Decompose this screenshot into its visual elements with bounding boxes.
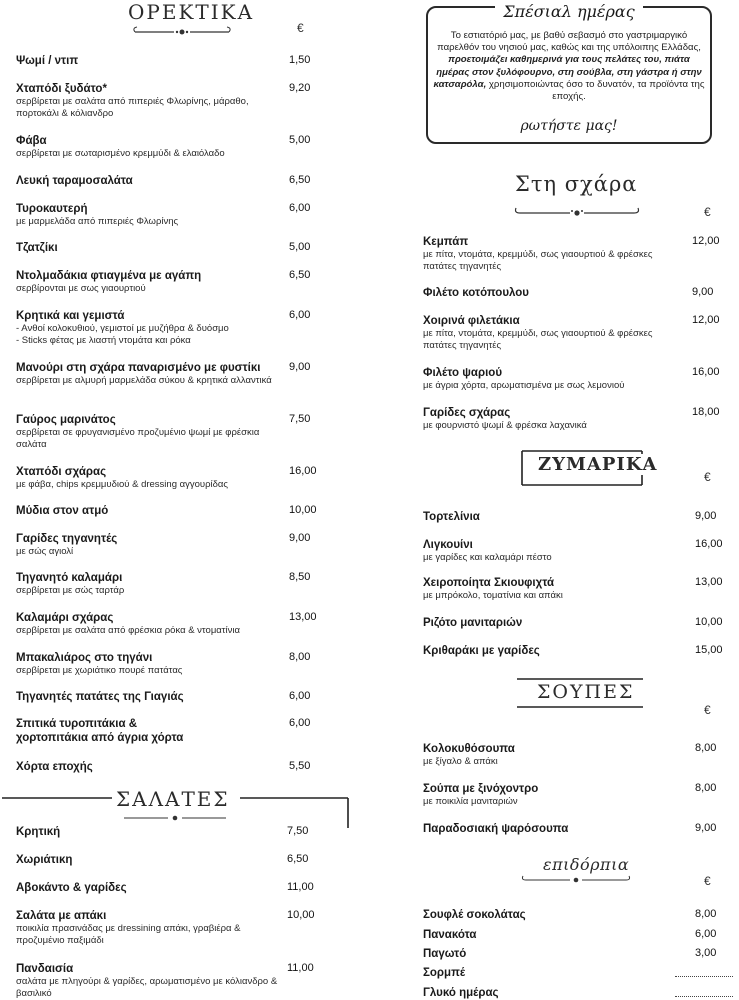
menu-item-name: Κεμπάπ [423,236,469,248]
menu-item-price: 5,00 [289,241,311,253]
menu-item [16,241,278,255]
menu-item [16,532,278,558]
menu-item-description: με άγρια χόρτα, αρωματισμένα με σως λεμονιού [423,380,625,391]
menu-item-price: 9,20 [289,82,311,94]
menu-item-description: σερβίρεται με σαλάτα από πιπεριές Φλωρίνης, μάραθο, πορτοκάλι & κόλιανδρο [16,96,249,119]
menu-item-name: Σούπα με ξινόχοντρο [423,783,539,795]
menu-item-price: 9,00 [695,822,717,834]
menu-item-name: Γαρίδες τηγανητές [16,533,118,545]
menu-item [423,235,685,273]
menu-item [16,82,278,120]
pasta-currency: € [704,470,711,484]
menu-item-description: σερβίρεται με χωριάτικο πουρέ πατάτας [16,665,183,676]
menu-item-description: σαλάτα με πληγούρι & γαρίδες, αρωματισμένο με κόλιανδρο & βασιλικό [16,976,278,999]
menu-item-description: με φουρνιστό ψωμί & φρέσκα λαχανικά [423,420,587,431]
menu-item [16,504,278,518]
menu-item [423,406,685,432]
menu-item [16,361,278,387]
menu-item [16,651,278,677]
menu-item-name: Ριζότο μανιταριών [423,617,523,629]
menu-item-name: Γλυκό ημέρας [423,987,499,999]
menu-item [423,366,685,392]
menu-item-name: Κρητική [16,826,61,838]
menu-item-name: Μπακαλιάρος στο τηγάνι [16,652,153,664]
menu-item-description: - Ανθοί κολοκυθιού, γεμιστοί με μυζήθρα & δυόσμο - Sticks φέτας με λιαστή ντομάτα και ρόκα [16,323,229,346]
menu-item [16,909,278,947]
menu-item-price: 16,00 [289,465,317,477]
menu-item-price: 7,50 [287,825,309,837]
menu-item-description: σερβίρεται με σαλάτα από φρέσκια ρόκα & ντοματίνια [16,625,241,636]
desserts-currency: € [704,874,711,888]
menu-item-name: Χόρτα εποχής [16,761,93,773]
menu-item-price: 9,00 [692,286,714,298]
menu-item-price: 8,00 [695,742,717,754]
menu-item-description: με γαρίδες και καλαμάρι πέστο [423,552,552,563]
menu-item [423,782,685,808]
menu-item-description: σερβίρεται με αλμυρή μαρμελάδα σύκου & κρητικά αλλαντικά [16,375,272,386]
menu-item-name: Σπιτικά τυροπιτάκια & χορτοπιτάκια από άγρια χόρτα [16,718,184,744]
menu-item-price: 16,00 [692,366,720,378]
menu-item-name: Μύδια στον ατμό [16,505,109,517]
menu-item-name: Παραδοσιακή ψαρόσουπα [423,823,569,835]
menu-item-price: 8,00 [289,651,311,663]
orektika-title: ΟΡΕΚΤΙΚΑ [128,0,255,24]
menu-item-description: με ποικιλία μανιταριών [423,796,518,807]
salates-title: ΣΑΛΑΤΕΣ [116,787,230,811]
menu-item-description: με πίτα, ντομάτα, κρεμμύδι, σως γιαουρτιού & φρέσκες πατάτες τηγανητές [423,328,653,351]
menu-item-name: Τηγανητές πατάτες της Γιαγιάς [16,691,184,703]
menu-item [16,202,278,228]
menu-item-description: σερβίρονται με σως γιαουρτιού [16,283,146,294]
menu-item-description: σερβίρεται με σωταρισμένο κρεμμύδι & ελαιόλαδο [16,148,225,159]
menu-item-price: 9,00 [289,361,311,373]
menu-item [16,760,278,774]
menu-item-price: 18,00 [692,406,720,418]
menu-item [16,413,278,451]
menu-item [423,616,685,630]
menu-item-price: 16,00 [695,538,723,550]
menu-item [423,510,685,524]
special-title: Σπέσιαλ ημέρας [426,2,712,21]
menu-item [423,986,685,1000]
menu-item-name: Φάβα [16,135,47,147]
menu-item-name: Πανδαισία [16,963,74,975]
soups-title: ΣΟΥΠΕΣ [537,681,635,703]
salates-ornament-icon [120,812,230,824]
menu-item-name: Σορμπέ [423,967,466,979]
menu-item-price: 11,00 [287,881,314,893]
menu-item [423,822,685,836]
menu-item [423,908,685,922]
menu-item-price: 13,00 [289,611,317,623]
menu-item-price: 7,50 [289,413,311,425]
menu-item-name: Τυροκαυτερή [16,203,88,215]
menu-item [423,576,685,602]
menu-item-name: Παγωτό [423,948,467,960]
menu-item [16,269,278,295]
menu-item-name: Σαλάτα με απάκι [16,910,107,922]
menu-item-price: 5,50 [289,760,311,772]
menu-item [423,928,685,942]
menu-item-description: σερβίρεται με σώς ταρτάρ [16,585,125,596]
price-placeholder-dots [675,990,733,997]
menu-item-name: Ψωμί / ντιπ [16,55,79,67]
menu-item-name: Λευκή ταραμοσαλάτα [16,175,133,187]
menu-item-price: 9,00 [695,510,717,522]
menu-item-name: Τζατζίκι [16,242,58,254]
menu-item-price: 10,00 [695,616,723,628]
menu-item-price: 15,00 [695,644,723,656]
menu-item-name: Αβοκάντο & γαρίδες [16,882,127,894]
menu-item-price: 6,50 [287,853,309,865]
special-sign: ρωτήστε μας! [520,118,618,134]
menu-item-name: Λιγκουίνι [423,539,473,551]
menu-item-name: Χταπόδι σχάρας [16,466,107,478]
ornament-divider-icon [132,25,232,39]
menu-item-description: με ξίγαλο & απάκι [423,756,498,767]
menu-item-price: 5,00 [289,134,311,146]
menu-item-name: Σουφλέ σοκολάτας [423,909,526,921]
menu-item-price: 10,00 [289,504,317,516]
menu-item-price: 10,00 [287,909,315,921]
menu-item-price: 12,00 [692,314,720,326]
grill-title: Στη σχάρα [515,172,638,196]
menu-item-price: 6,50 [289,174,311,186]
menu-item-price: 8,50 [289,571,311,583]
menu-item-price: 6,00 [289,690,311,702]
menu-item [16,465,278,491]
price-placeholder-dots [675,970,733,977]
menu-item-price: 6,50 [289,269,311,281]
orektika-currency: € [297,21,304,35]
menu-item-price: 3,00 [695,947,717,959]
menu-item-name: Χωριάτικη [16,854,73,866]
menu-item-price: 11,00 [287,962,314,974]
menu-item [16,881,278,895]
menu-item-name: Πανακότα [423,929,477,941]
menu-item-description: με πίτα, ντομάτα, κρεμμύδι, σως γιαουρτιού & φρέσκες πατάτες τηγανητές [423,249,653,272]
menu-item [423,966,685,980]
menu-item [16,853,278,867]
menu-item-name: Κολοκυθόσουπα [423,743,515,755]
menu-item [423,742,685,768]
menu-item-name: Τηγανητό καλαμάρι [16,572,123,584]
menu-item [423,314,685,352]
menu-item [16,690,278,704]
menu-item-name: Φιλέτο ψαριού [423,367,503,379]
salates-header [0,787,350,830]
menu-item-price: 6,00 [289,717,311,729]
menu-item [16,717,278,745]
menu-item-name: Καλαμάρι σχάρας [16,612,114,624]
menu-item-description: με μαρμελάδα από πιπεριές Φλωρίνης [16,216,179,227]
menu-item [16,309,278,347]
menu-item [16,134,278,160]
menu-item-description: με σώς αγιολί [16,546,74,557]
menu-item-name: Τορτελίνια [423,511,480,523]
menu-item-price: 12,00 [692,235,720,247]
menu-item-name: Χοιρινά φιλετάκια [423,315,520,327]
menu-item-price: 13,00 [695,576,723,588]
menu-item-name: Ντολμαδάκια φτιαγμένα με αγάπη [16,270,202,282]
menu-item [16,571,278,597]
menu-item [423,538,685,564]
menu-item-price: 1,50 [289,54,311,66]
menu-item-name: Γαύρος μαρινάτος [16,414,116,426]
menu-item [423,286,685,300]
menu-item [16,174,278,188]
menu-item [16,825,278,839]
menu-item-name: Μανούρι στη σχάρα παναρισμένο με φυστίκι [16,362,261,374]
menu-item-name: Φιλέτο κοτόπουλου [423,287,529,299]
menu-item [16,54,278,68]
menu-item [16,962,278,1000]
menu-item-name: Χταπόδι ξυδάτο* [16,83,107,95]
menu-item-price: 6,00 [695,928,717,940]
special-text: Το εστιατόριό μας, με βαθύ σεβασμό στο γαστριμαργικό παρελθόν του νησιού μας, καθώς και της υπόλοιπης Ελλάδας, προετοιμάζει καθημερινά για τους πελάτες του, πιάτα ημέρας στον ξυλόφουρνο, στη σούβλα, στη γάστρα ή στην κατσαρόλα, χρησιμοποιώντας όσο το δυνατόν, τα προϊόντα της εποχής. [433,30,705,103]
pasta-title: ΖΥΜΑΡΙΚΑ [538,454,658,475]
menu-item-name: Κριθαράκι με γαρίδες [423,645,540,657]
menu-item-price: 6,00 [289,202,311,214]
grill-ornament-icon [512,205,642,221]
menu-item [16,611,278,637]
grill-currency: € [704,205,711,219]
menu-item-name: Κρητικά και γεμιστά [16,310,125,322]
menu-item-price: 8,00 [695,908,717,920]
menu-item [423,644,685,658]
menu-item-description: με μπρόκολο, τοματίνια και απάκι [423,590,563,601]
menu-item-price: 8,00 [695,782,717,794]
menu-item-description: με φάβα, chips κρεμμυδιού & dressing αγγουρίδας [16,479,228,490]
desserts-ornament-icon [520,873,632,887]
soups-currency: € [704,703,711,717]
menu-item-description: ποικιλία πρασινάδας με dressining απάκι, γραβιέρα & προζυμένιο παξιμάδι [16,923,241,946]
menu-item-price: 6,00 [289,309,311,321]
menu-item-name: Γαρίδες σχάρας [423,407,511,419]
menu-item-name: Χειροποίητα Σκιουφιχτά [423,577,555,589]
menu-item-price: 9,00 [289,532,311,544]
menu-item [423,947,685,961]
menu-item-description: σερβίρεται σε φρυγανισμένο προζυμένιο ψωμί με φρέσκια σαλάτα [16,427,260,450]
desserts-title: επιδόρπια [543,855,630,874]
